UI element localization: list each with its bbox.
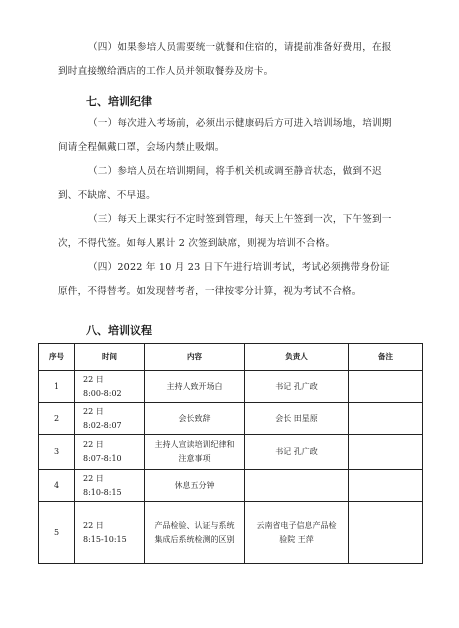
cell-time [75, 470, 145, 502]
header-owner: 负责人 [245, 344, 349, 371]
cell-time-range: 8:00-8:02 [83, 388, 122, 398]
cell-owner [245, 470, 349, 502]
header-time: 时间 [75, 344, 145, 371]
table-header-row [39, 344, 423, 371]
heading-training-discipline: 七、培训纪律 [86, 95, 152, 108]
cell-date: 22 日 [83, 406, 104, 416]
cell-no: 5 [39, 502, 75, 564]
header-no: 序号 [39, 344, 75, 371]
cell-note [349, 371, 423, 403]
cell-time [75, 435, 145, 470]
cell-no: 1 [39, 371, 75, 403]
agenda-table [38, 343, 423, 564]
cell-no: 4 [39, 470, 75, 502]
paragraph-discipline-1: （一）每次进入考场前，必须出示健康码后方可进入培训场地，培训期间请全程佩戴口罩，会场内禁止吸烟。 [58, 118, 392, 153]
cell-date: 22 日 [83, 520, 104, 530]
cell-owner: 会长 田星原 [245, 403, 349, 435]
cell-date: 22 日 [83, 440, 104, 449]
cell-content: 会长致辞 [145, 403, 245, 435]
cell-date: 22 日 [83, 374, 104, 384]
table-row [39, 470, 423, 502]
cell-time-range: 8:15-10:15 [83, 534, 127, 544]
cell-no: 3 [39, 435, 75, 470]
cell-no: 2 [39, 403, 75, 435]
cell-content: 休息五分钟 [145, 470, 245, 502]
cell-content: 产品检验、认证与系统集成后系统检测的区别 [145, 502, 245, 564]
paragraph-discipline-2: （二）参培人员在培训期间，将手机关机或调至静音状态，做到不迟到、不缺席、不早退。 [58, 166, 382, 201]
cell-note [349, 502, 423, 564]
cell-owner: 云南省电子信息产品检验院 王萍 [245, 502, 349, 564]
paragraph-discipline-3: （三）每天上课实行不定时签到管理，每天上午签到一次，下午签到一次，不得代签。如每人累计 2 次签到缺席，则视为培训不合格。 [58, 214, 392, 249]
cell-time [75, 502, 145, 564]
header-note: 备注 [349, 344, 423, 371]
table-row [39, 502, 423, 564]
table-row [39, 403, 423, 435]
cell-time [75, 371, 145, 403]
cell-time-range: 8:10-8:15 [83, 487, 122, 497]
cell-time-range: 8:07-8:10 [83, 454, 122, 463]
header-content: 内容 [145, 344, 245, 371]
cell-note [349, 435, 423, 470]
paragraph-meals: （四）如果参培人员需要统一就餐和住宿的，请提前准备好费用，在报到时直接缴给酒店的工作人员并领取餐券及房卡。 [58, 42, 392, 77]
cell-note [349, 403, 423, 435]
cell-time [75, 403, 145, 435]
heading-training-agenda: 八、培训议程 [86, 324, 152, 337]
table-row [39, 435, 423, 470]
paragraph-discipline-4: （四）2022 年 10 月 23 日下午进行培训考试，考试必须携带身份证原件，不得替考。如发现替考者，一律按零分计算，视为考试不合格。 [58, 262, 390, 297]
cell-note [349, 470, 423, 502]
cell-date: 22 日 [83, 473, 104, 483]
cell-owner: 书记 孔广政 [245, 371, 349, 403]
table-row [39, 371, 423, 403]
cell-content: 主持人宣读培训纪律和注意事项 [145, 435, 245, 470]
cell-content: 主持人致开场白 [145, 371, 245, 403]
cell-owner: 书记 孔广政 [245, 435, 349, 470]
cell-time-range: 8:02-8:07 [83, 420, 122, 430]
